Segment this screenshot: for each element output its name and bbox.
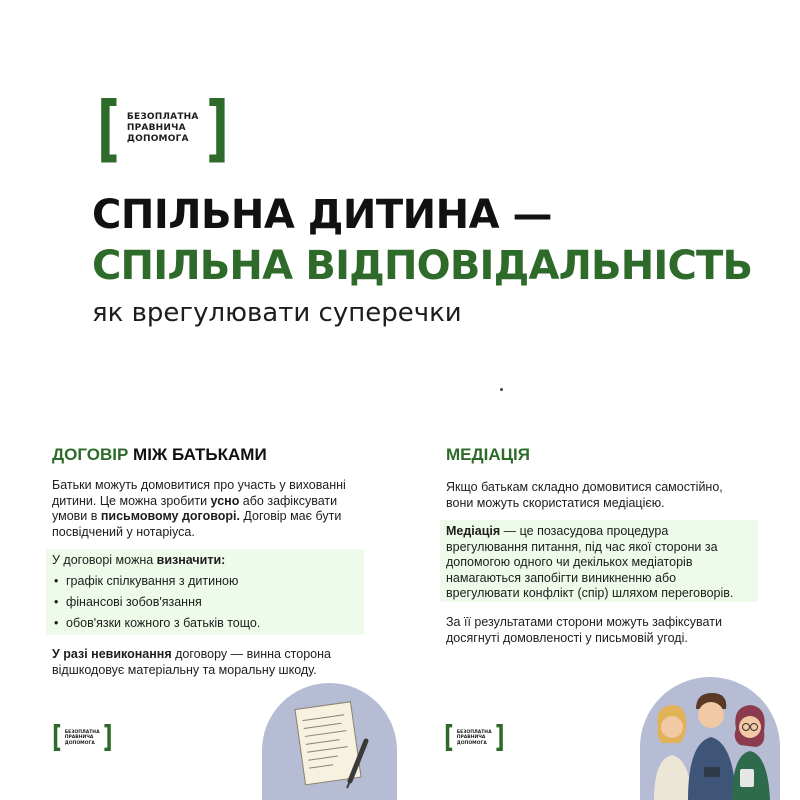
logo-line: ДОПОМОГА (64, 740, 95, 746)
document-pen-illustration (290, 693, 380, 793)
logo-line: БЕЗОПЛАТНА (126, 111, 199, 122)
agreement-heading (52, 445, 267, 465)
subtitle: як врегулювати суперечки (92, 298, 462, 328)
bracket-left-icon: [ (444, 720, 454, 755)
mediation-paragraph-2: За її результатами сторони можуть зафіксувати досягнуті домовленості у письмовій угоді. (446, 615, 722, 645)
logo-line: ДОПОМОГА (456, 740, 487, 746)
title-line-1: СПІЛЬНА ДИТИНА — (92, 192, 553, 238)
logo-line: ПРАВНИЧА (126, 122, 186, 133)
mediation-definition-box (440, 520, 758, 602)
logo-text (457, 730, 492, 747)
agreement-slide (0, 425, 400, 800)
brand-logo-small (442, 720, 506, 755)
woman-right-icon (732, 705, 770, 800)
heading-text: МЕДІАЦІЯ (446, 445, 530, 464)
text-bold: письмовому договорі. (100, 509, 240, 523)
decorative-dot (500, 388, 503, 391)
people-illustration (640, 687, 780, 800)
text: Батьки можуть домовитися про участь у вихованні дитини. Це можна зробити (52, 478, 346, 508)
logo-line: ДОПОМОГА (126, 133, 189, 144)
logo-line: БЕЗОПЛАТНА (64, 729, 100, 735)
text: або зафіксувати умови в (52, 493, 338, 523)
logo-line: БЕЗОПЛАТНА (456, 729, 492, 735)
list-item: • графік спілкування з дитиною (52, 574, 358, 589)
options-list (52, 574, 358, 631)
heading-black-part: МІЖ БАТЬКАМИ (133, 445, 267, 464)
brand-logo-small (50, 720, 114, 755)
mediation-heading (446, 445, 530, 465)
text: Договір має бути посвідчений у нотаріуса. (52, 509, 342, 539)
brand-logo (92, 86, 233, 170)
text-bold: Медіація (446, 524, 501, 538)
text: — це позасудова процедура врегулювання питання, під час якої сторони за допомогою одного чи декількох медіаторів намагаються запобігти виникненню або врегулювати конфлікт (спір) шляхом переговорів. (446, 524, 734, 600)
definition-text (446, 524, 752, 602)
title-line-2: СПІЛЬНА ВІДПОВІДАЛЬНІСТЬ (92, 243, 753, 289)
mediation-paragraph-1: Якщо батькам складно домовитися самостійно, вони можуть скористатися медіацією. (446, 480, 723, 510)
box-lead (52, 553, 358, 568)
text: У договорі можна (52, 553, 157, 567)
logo-text (127, 112, 199, 145)
bracket-left-icon: [ (52, 720, 62, 755)
list-item: • фінансові зобов'язання (52, 595, 358, 610)
bracket-right-icon: ] (205, 86, 229, 170)
text-bold: визначити: (156, 553, 226, 567)
logo-line: ПРАВНИЧА (64, 735, 94, 741)
bracket-right-icon: ] (102, 720, 113, 755)
list-item: • обов'язки кожного з батьків тощо. (52, 616, 358, 631)
bracket-right-icon: ] (494, 720, 505, 755)
text: договору — винна сторона відшкодовує матеріальну та моральну шкоду. (52, 647, 331, 677)
text-bold: усно (210, 493, 240, 508)
agreement-paragraph-1 (52, 478, 352, 540)
mediation-slide (400, 425, 800, 800)
bracket-left-icon: [ (96, 86, 120, 170)
text-bold: У разі невиконання (52, 647, 172, 661)
agreement-paragraph-2 (52, 647, 342, 678)
logo-text (65, 730, 100, 747)
man-center-icon (688, 693, 736, 800)
logo-line: ПРАВНИЧА (456, 735, 486, 741)
agreement-options-box (46, 549, 364, 635)
woman-left-icon (654, 705, 692, 800)
heading-green-part: ДОГОВІР (52, 445, 129, 464)
